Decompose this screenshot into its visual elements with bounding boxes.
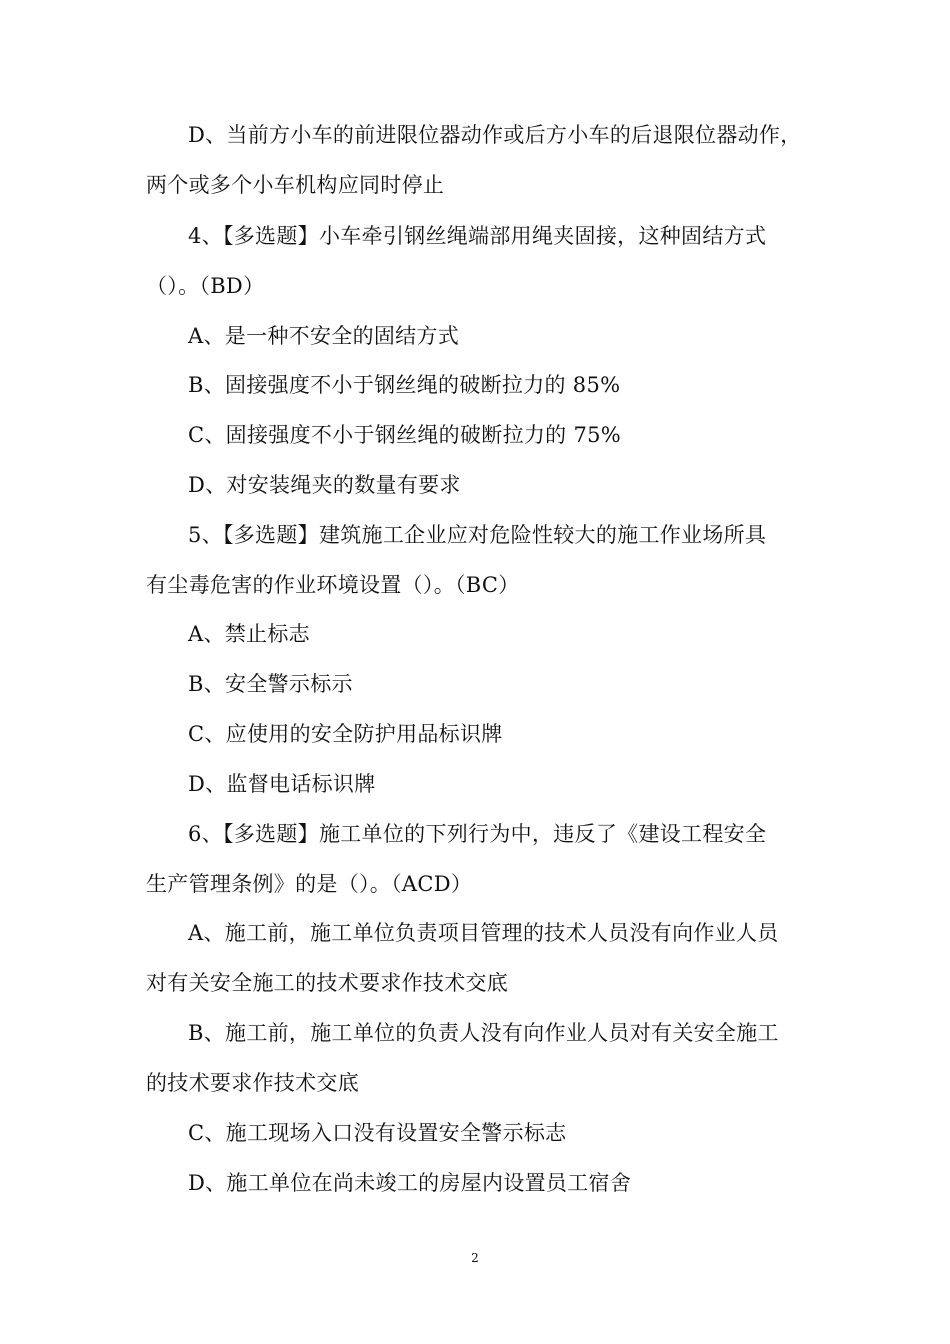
- q3-option-d-line-1: D、当前方小车的前进限位器动作或后方小车的后退限位器动作，: [188, 123, 802, 147]
- q6-option-b-line-1: B、施工前，施工单位的负责人没有向作业人员对有关安全施工: [188, 1021, 779, 1045]
- q4-option-d: D、对安装绳夹的数量有要求: [188, 473, 461, 497]
- q4-question-line-1: 4、【多选题】小车牵引钢丝绳端部用绳夹固接，这种固结方式: [188, 224, 767, 248]
- q4-option-c: C、固接强度不小于钢丝绳的破断拉力的 75%: [188, 423, 622, 447]
- q6-question-line-1: 6、【多选题】施工单位的下列行为中，违反了《建设工程安全: [188, 822, 767, 846]
- q3-option-d-line-2: 两个或多个小车机构应同时停止: [146, 173, 445, 197]
- q5-option-b: B、安全警示标示: [188, 672, 353, 696]
- q4-option-b: B、固接强度不小于钢丝绳的破断拉力的 85%: [188, 373, 621, 397]
- q6-option-c: C、施工现场入口没有设置安全警示标志: [188, 1121, 567, 1145]
- q6-option-b-line-2: 的技术要求作技术交底: [146, 1071, 359, 1095]
- q5-question-line-2: 有尘毒危害的作业环境设置（）。（BC）: [146, 573, 520, 597]
- page-number: 2: [471, 1251, 479, 1265]
- q6-option-a-line-2: 对有关安全施工的技术要求作技术交底: [146, 971, 509, 995]
- q5-option-a: A、禁止标志: [188, 622, 310, 646]
- q6-option-a-line-1: A、施工前，施工单位负责项目管理的技术人员没有向作业人员: [188, 921, 779, 945]
- q6-question-line-2: 生产管理条例》的是（）。（ACD）: [146, 872, 473, 896]
- q4-option-a: A、是一种不安全的固结方式: [188, 324, 460, 348]
- q5-question-line-1: 5、【多选题】建筑施工企业应对危险性较大的施工作业场所具: [188, 523, 767, 547]
- q4-question-line-2: （）。（BD）: [146, 274, 265, 298]
- q5-option-c: C、应使用的安全防护用品标识牌: [188, 722, 503, 746]
- q6-option-d: D、施工单位在尚未竣工的房屋内设置员工宿舍: [188, 1171, 632, 1195]
- q5-option-d: D、监督电话标识牌: [188, 772, 376, 796]
